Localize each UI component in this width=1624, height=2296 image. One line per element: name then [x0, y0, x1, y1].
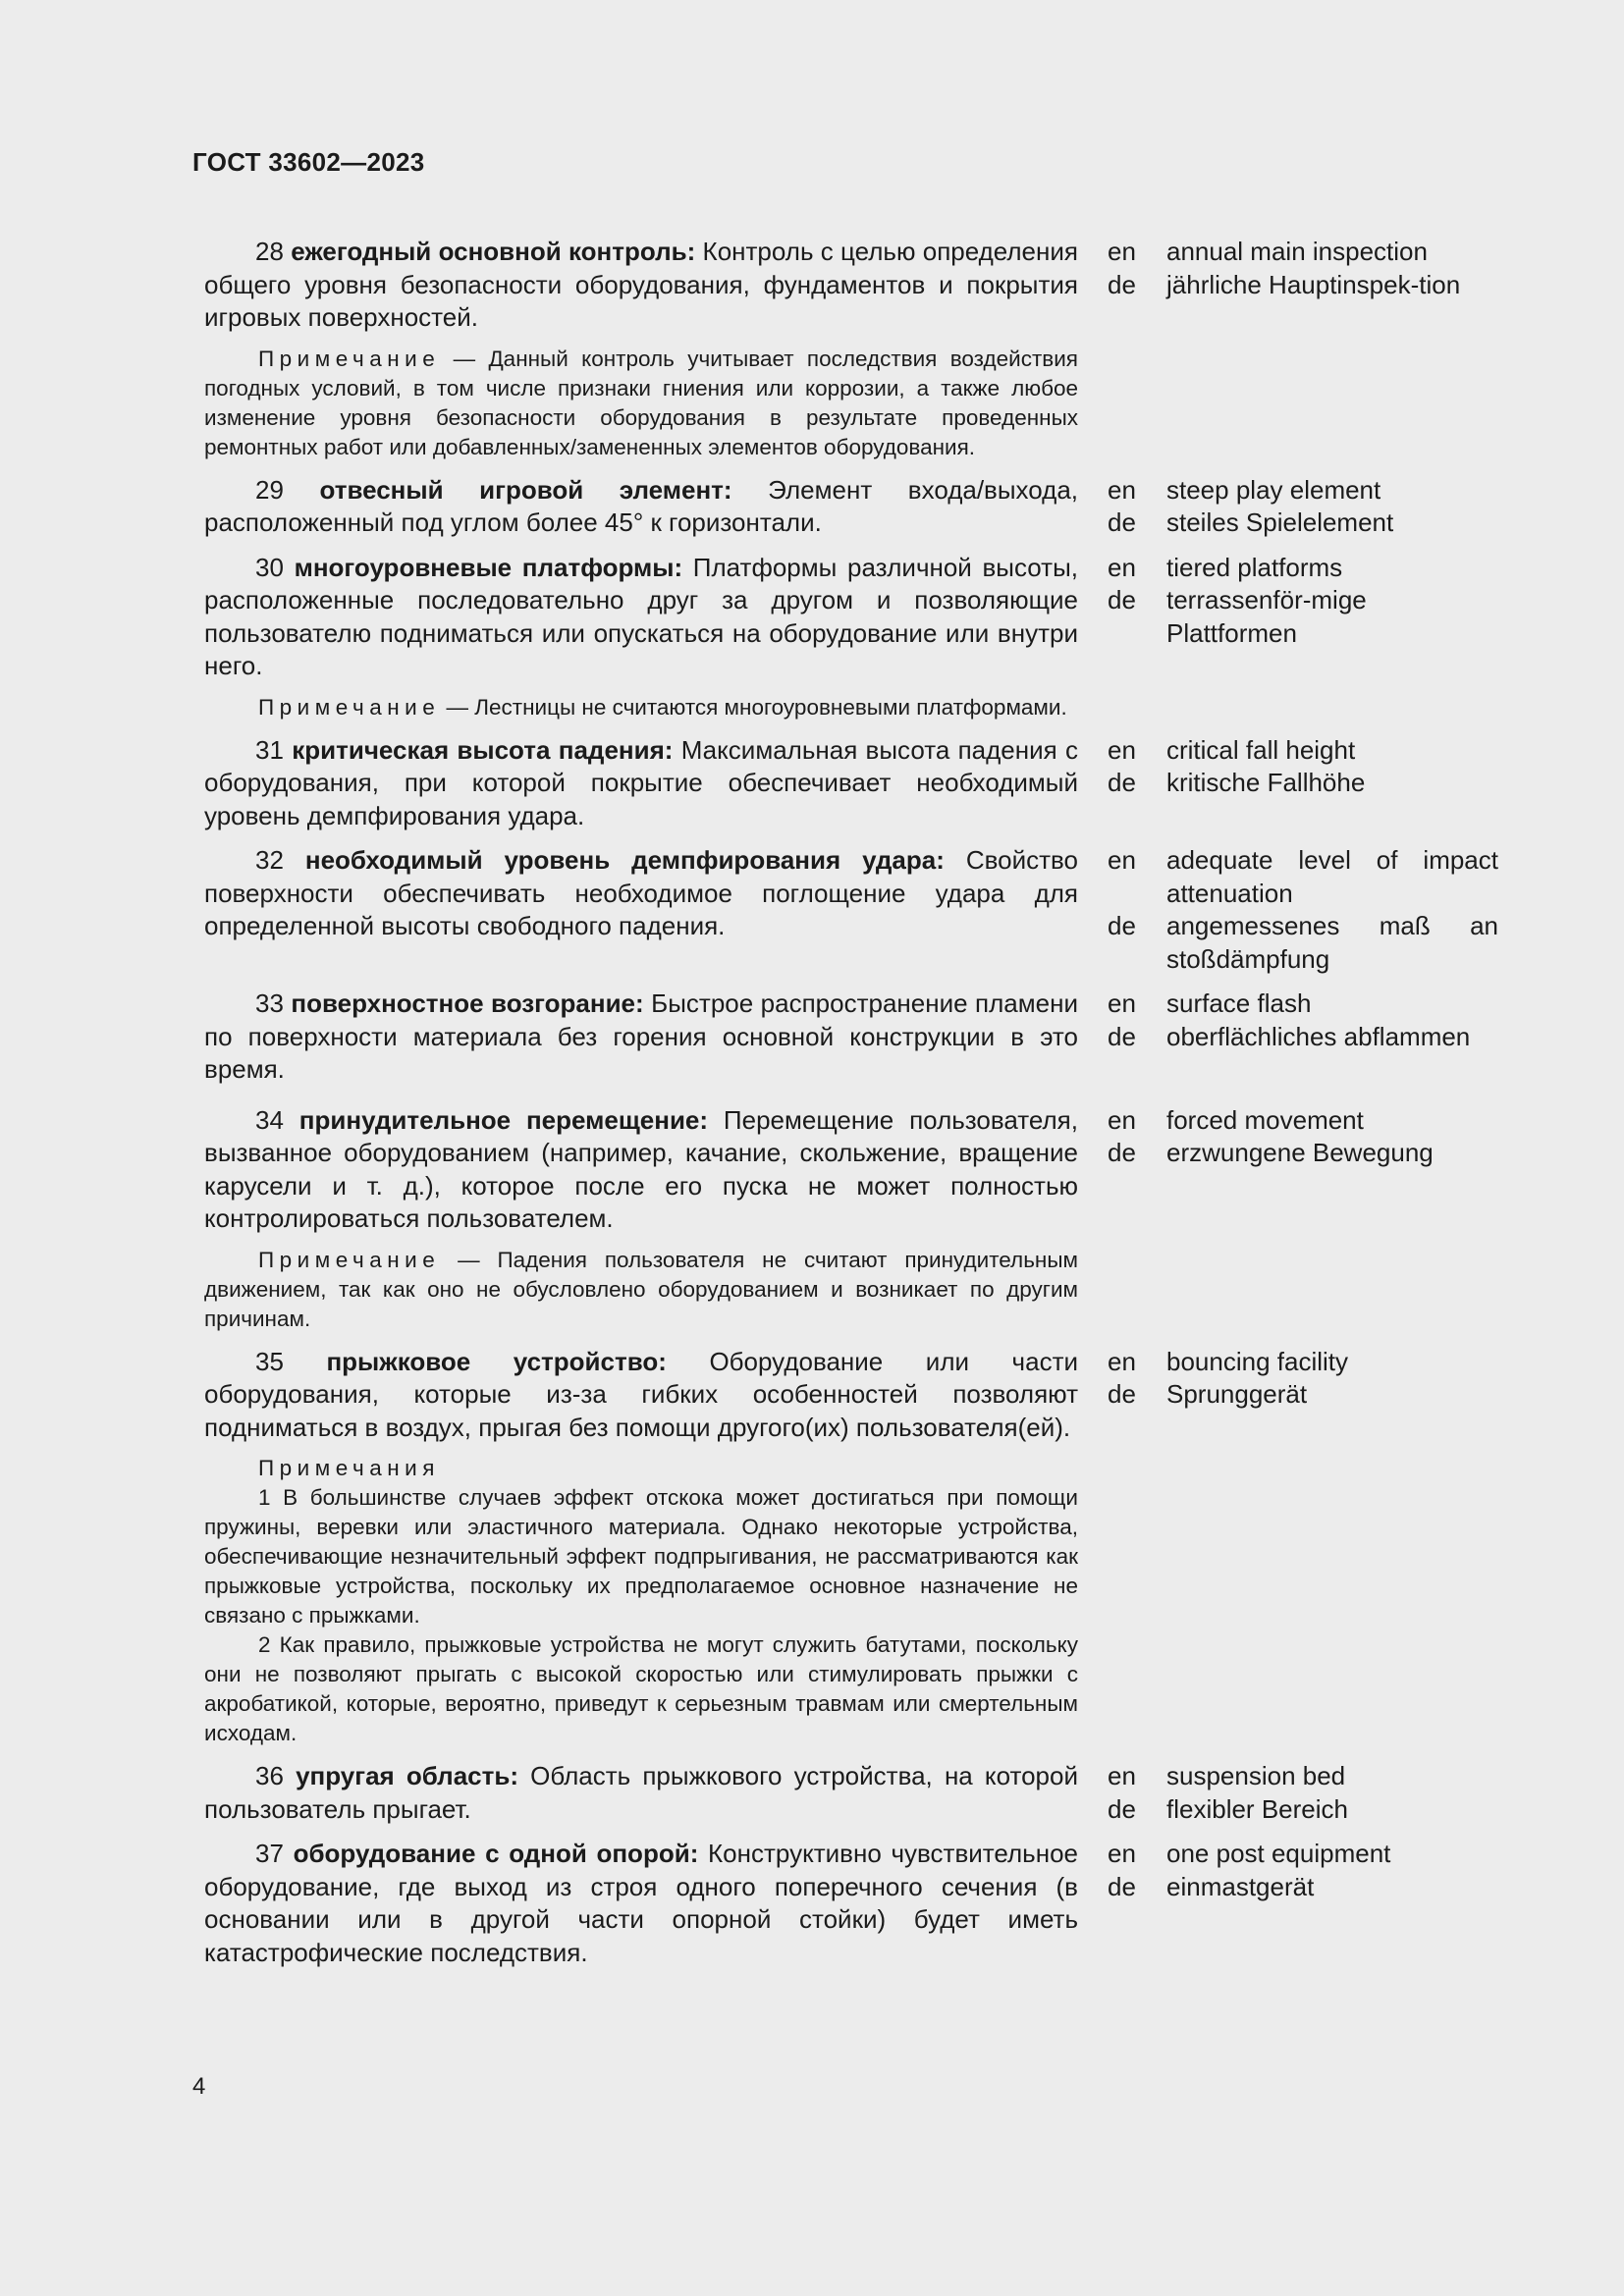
- language-codes: en de: [1108, 1839, 1136, 1901]
- term-name: принудительное перемещение:: [298, 1104, 709, 1135]
- language-codes: en de: [1108, 474, 1136, 537]
- term-definition: [204, 1104, 1078, 1236]
- translation-de: Sprunggerät: [1166, 1379, 1308, 1409]
- translations: [1166, 844, 1498, 976]
- term-name: оборудование с одной опорой:: [293, 1839, 699, 1868]
- definition-text: Контроль с целью определения общего уровня безопасности оборудования, фундаментов и покрытия игровых поверхностей.: [204, 237, 1078, 332]
- term-name: многоуровневые платформы:: [294, 552, 683, 582]
- notes-35: [204, 1454, 1078, 1748]
- note-35-1: [204, 1483, 1078, 1630]
- translation-de: flexibler Bereich: [1166, 1793, 1348, 1824]
- translation-en: adequate level of impact attenuation: [1166, 845, 1498, 908]
- translations: [1166, 1104, 1498, 1170]
- translation-de: angemessenes maß an stoßdämpfung: [1166, 911, 1498, 974]
- translation-en: surface flash: [1166, 988, 1312, 1018]
- terms-list: [204, 236, 1498, 1981]
- translation-de: erzwungene Bewegung: [1166, 1138, 1434, 1167]
- language-codes: en de: [1108, 1761, 1136, 1824]
- term-name: отвесный игровой элемент:: [319, 474, 732, 505]
- term-number: 33: [255, 988, 284, 1018]
- translation-de: einmastgerät: [1166, 1871, 1315, 1901]
- translation-de: kritische Fallhöhe: [1166, 768, 1366, 797]
- translations: [1166, 236, 1498, 301]
- term-number: 35: [255, 1346, 284, 1376]
- document-code: ГОСТ 33602—2023: [192, 147, 425, 177]
- language-codes: en de: [1108, 552, 1136, 614]
- term-number: 37: [255, 1839, 284, 1868]
- definition-text: Конструктивно чувствительное оборудование, где выход из строя одного поперечного сечения (в основании или в другой части опорной стойки) будет иметь катастрофические последствия.: [204, 1839, 1078, 1967]
- translation-en: annual main inspection: [1166, 237, 1428, 266]
- term-entry-28: [204, 236, 1498, 335]
- term-definition: [204, 552, 1078, 683]
- term-definition: [204, 1760, 1078, 1826]
- term-name: ежегодный основной контроль:: [291, 237, 696, 266]
- term-definition: [204, 988, 1078, 1087]
- definition-text: Перемещение пользователя, вызванное оборудованием (например, качание, скольжение, вращение карусели и т. д.), которое после его пуска не может полностью контролироваться пользователем.: [204, 1104, 1078, 1233]
- note-text: 1 В большинстве случаев эффект отскока может достигаться при помощи пружины, веревки или эластичного материала. Однако некоторые устройства, обеспечивающие незначительный эффект подпрыгивания, не рассматриваются как прыжковые устройства, поскольку их предполагаемое основное назначение не связано с прыжками.: [204, 1485, 1078, 1628]
- note-28: [204, 345, 1078, 462]
- translation-en: suspension bed: [1166, 1761, 1346, 1790]
- term-definition: [204, 474, 1078, 540]
- language-codes: en de: [1108, 1104, 1136, 1167]
- term-entry-29: [204, 474, 1498, 540]
- note-30: [204, 693, 1078, 722]
- page-number: 4: [192, 2073, 206, 2100]
- term-number: 34: [255, 1104, 284, 1135]
- translations: [1166, 734, 1498, 800]
- definition-text: Максимальная высота падения с оборудования, при которой покрытие обеспечивает необходимый уровень демпфирования удара.: [204, 734, 1079, 830]
- term-name: поверхностное возгорание:: [291, 988, 644, 1018]
- definition-text: Область прыжкового устройства, на которой пользователь прыгает.: [204, 1761, 1078, 1824]
- translation-en: tiered platforms: [1166, 552, 1343, 582]
- notes-label: Примечания: [258, 1456, 440, 1480]
- term-entry-34: [204, 1104, 1498, 1236]
- note-text: — Падения пользователя не считают принудительным движением, так как оно не обусловлено оборудованием и возникает по другим причинам.: [204, 1247, 1078, 1331]
- definition-text: Быстрое распространение пламени по поверхности материала без горения основной конструкции в это время.: [204, 988, 1078, 1084]
- language-codes: en de: [1108, 845, 1136, 940]
- term-definition: [204, 236, 1078, 335]
- translation-de: oberflächliches abflammen: [1166, 1021, 1471, 1051]
- term-entry-30: [204, 552, 1498, 683]
- translations: [1166, 474, 1498, 540]
- note-label: Примечание: [258, 694, 441, 720]
- translation-en: steep play element: [1166, 474, 1381, 505]
- translations: [1166, 1838, 1498, 1903]
- translation-en: critical fall height: [1166, 734, 1356, 765]
- term-entry-33: [204, 988, 1498, 1087]
- translation-de: terrassenför-mige Plattformen: [1166, 585, 1367, 648]
- note-text: — Лестницы не считаются многоуровневыми платформами.: [446, 694, 1067, 720]
- note-text: — Данный контроль учитывает последствия воздействия погодных условий, в том числе признаки гниения или коррозии, а также любое изменение уровня безопасности оборудования в результате проведенных ремонтных работ или добавленных/замененных элементов оборудования.: [204, 346, 1078, 459]
- language-codes: en de: [1108, 1346, 1136, 1409]
- term-name: упругая область:: [296, 1761, 518, 1790]
- term-number: 30: [255, 552, 284, 582]
- translation-en: one post equipment: [1166, 1839, 1391, 1868]
- language-codes: en de: [1108, 734, 1136, 797]
- term-entry-36: [204, 1760, 1498, 1826]
- note-label: Примечание: [258, 346, 441, 371]
- translation-de: jährliche Hauptinspek-tion: [1166, 269, 1461, 299]
- term-entry-37: [204, 1838, 1498, 1969]
- term-number: 28: [255, 237, 284, 266]
- term-definition: [204, 1346, 1078, 1445]
- term-definition: [204, 734, 1078, 833]
- definition-text: Оборудование или части оборудования, которые из-за гибких особенностей позволяют подниматься в воздух, прыгая без помощи другого(их) пользователя(ей).: [204, 1346, 1078, 1442]
- translation-de: steiles Spielelement: [1166, 507, 1394, 537]
- term-number: 29: [255, 474, 284, 505]
- note-34: [204, 1246, 1078, 1334]
- term-definition: [204, 1838, 1078, 1969]
- term-name: прыжковое устройство:: [326, 1346, 667, 1376]
- term-entry-35: [204, 1346, 1498, 1445]
- term-name: необходимый уровень демпфирования удара:: [304, 845, 945, 875]
- translations: [1166, 552, 1498, 651]
- note-35-2: [204, 1630, 1078, 1748]
- language-codes: en de: [1108, 988, 1136, 1051]
- term-number: 31: [255, 734, 284, 765]
- term-name: критическая высота падения:: [292, 734, 674, 765]
- term-number: 32: [255, 845, 284, 875]
- definition-text: Элемент входа/выхода, расположенный под углом более 45° к горизонтали.: [204, 474, 1079, 537]
- term-entry-32: [204, 844, 1498, 976]
- note-label: Примечание: [258, 1247, 441, 1272]
- term-number: 36: [255, 1761, 284, 1790]
- translation-en: bouncing facility: [1166, 1346, 1348, 1376]
- term-entry-31: [204, 734, 1498, 833]
- term-definition: [204, 844, 1078, 943]
- translation-en: forced movement: [1166, 1104, 1364, 1135]
- note-text: 2 Как правило, прыжковые устройства не могут служить батутами, поскольку они не позволяют прыгать с высокой скоростью или стимулировать прыжки с акробатикой, которые, вероятно, приведут к серьезным травмам или смертельным исходам.: [204, 1632, 1078, 1745]
- translations: [1166, 1346, 1498, 1412]
- definition-text: Свойство поверхности обеспечивать необходимое поглощение удара для определенной высоты свободного падения.: [204, 845, 1078, 940]
- translations: [1166, 988, 1498, 1053]
- translations: [1166, 1760, 1498, 1826]
- definition-text: Платформы различной высоты, расположенные последовательно друг за другом и позволяющие пользователю подниматься или опускаться на оборудование или внутри него.: [204, 552, 1078, 680]
- language-codes: en de: [1108, 237, 1136, 299]
